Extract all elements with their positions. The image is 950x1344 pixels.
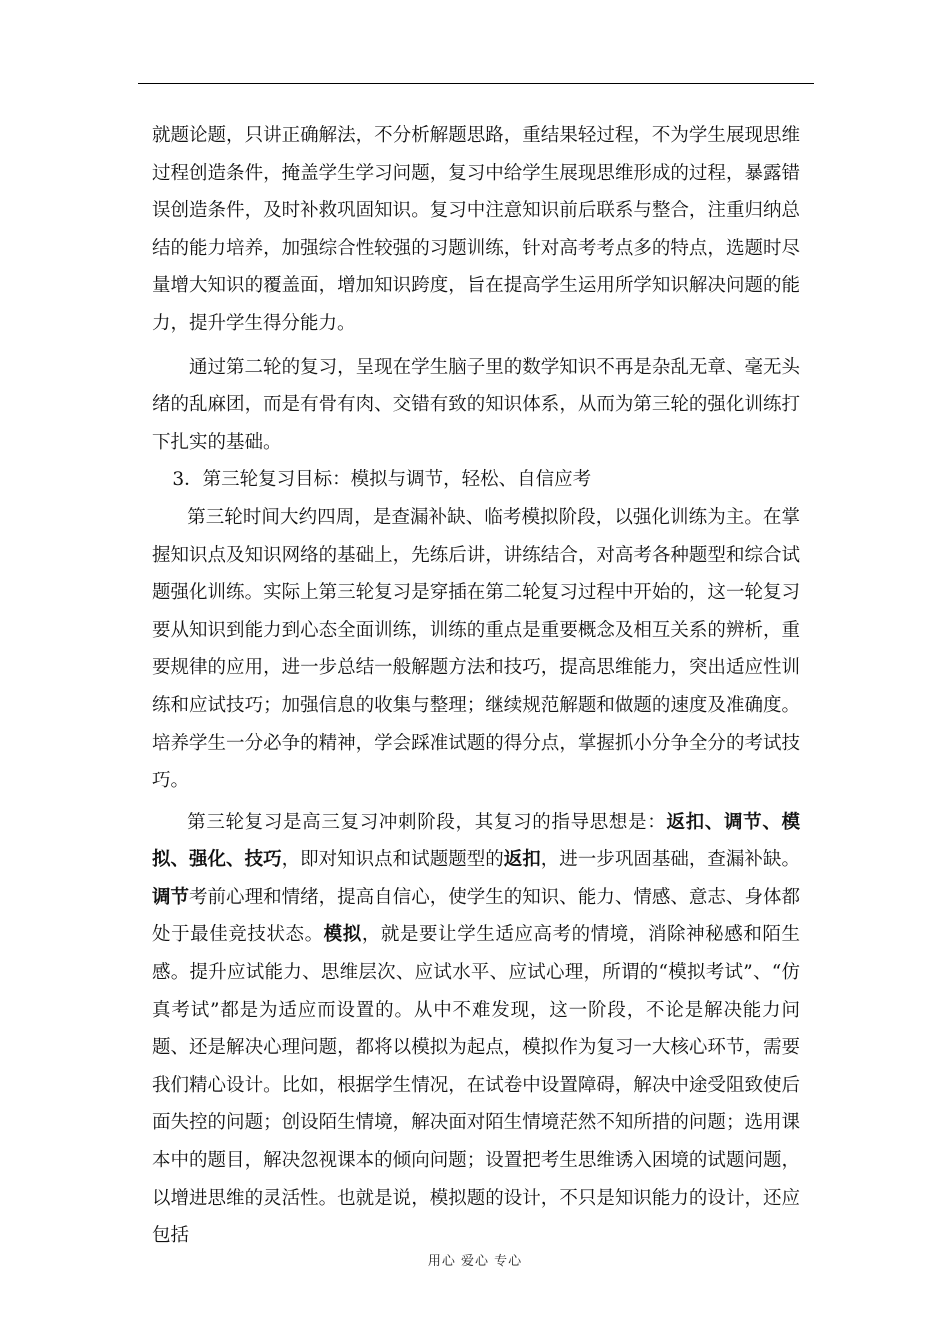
text-run: ，即对知识点和试题题型的 [281, 849, 504, 871]
section-heading-3: 3．第三轮复习目标：模拟与调节，轻松、自信应考 [172, 469, 592, 491]
paragraph-5 [152, 804, 800, 1255]
bold-text-run: 返扣 [503, 849, 541, 871]
text-run: 第三轮复习是高三复习冲刺阶段，其复习的指导思想是： [187, 811, 667, 833]
text-run: ，就是要让学生适应高考的情境，消除神秘感和陌生感。提升应试能力、思维层次、应试水平、应试心理，所谓的“模拟考试”、“仿真考试”都是为适应而设置的。从中不难发现，这一阶段，不论是解决能力问题、还是解决心理问题，都将以模拟为起点，模拟作为复习一大核心环节，需要我们精心设计。比如，根据学生情况，在试卷中设置障碍，解决中途受阻致使后面失控的问题；创设陌生情境，解决面对陌生情境茫然不知所措的问题；选用课本中的题目，解决忽视课本的倾向问题；设置把考生思维诱入困境的试题问题，以增进思维的灵活性。也就是说，模拟题的设计，不只是知识能力的设计，还应包括 [152, 924, 800, 1247]
document-body [152, 117, 800, 1255]
bold-text-run: 返扣、调节、模拟、强化、技巧 [152, 811, 800, 871]
bold-text-run: 调节 [152, 886, 190, 908]
text-run: ，进一步巩固基础，查漏补缺。 [540, 849, 800, 871]
paragraph-2: 通过第二轮的复习，呈现在学生脑子里的数学知识不再是杂乱无章、毫无头绪的乱麻团，而是有骨有肉、交错有致的知识体系，从而为第三轮的强化训练打下扎实的基础。 [152, 356, 800, 453]
bold-text-run: 模拟 [323, 924, 362, 946]
paragraph-4: 第三轮时间大约四周，是查漏补缺、临考模拟阶段，以强化训练为主。在掌握知识点及知识网络的基础上，先练后讲，讲练结合，对高考各种题型和综合试题强化训练。实际上第三轮复习是穿插在第二轮复习过程中开始的，这一轮复习要从知识到能力到心态全面训练，训练的重点是重要概念及相互关系的辨析，重要规律的应用，进一步总结一般解题方法和技巧，提高思维能力，突出适应性训练和应试技巧；加强信息的收集与整理；继续规范解题和做题的速度及准确度。培养学生一分必争的精神，学会踩准试题的得分点，掌握抓小分争全分的考试技巧。 [152, 506, 800, 792]
header-rule [138, 83, 814, 84]
page-footer: 用心 爱心 专心 [427, 1254, 523, 1269]
text-run: 考前心理和情绪，提高自信心，使学生的知识、能力、情感、意志、身体都处于最佳竞技状态。 [152, 886, 800, 946]
paragraph-1: 就题论题，只讲正确解法，不分析解题思路，重结果轻过程，不为学生展现思维过程创造条件，掩盖学生学习问题，复习中给学生展现思维形成的过程，暴露错误创造条件，及时补救巩固知识。复习中注意知识前后联系与整合，注重归纳总结的能力培养，加强综合性较强的习题训练，针对高考考点多的特点，选题时尽量增大知识的覆盖面，增加知识跨度，旨在提高学生运用所学知识解决问题的能力，提升学生得分能力。 [152, 125, 800, 334]
